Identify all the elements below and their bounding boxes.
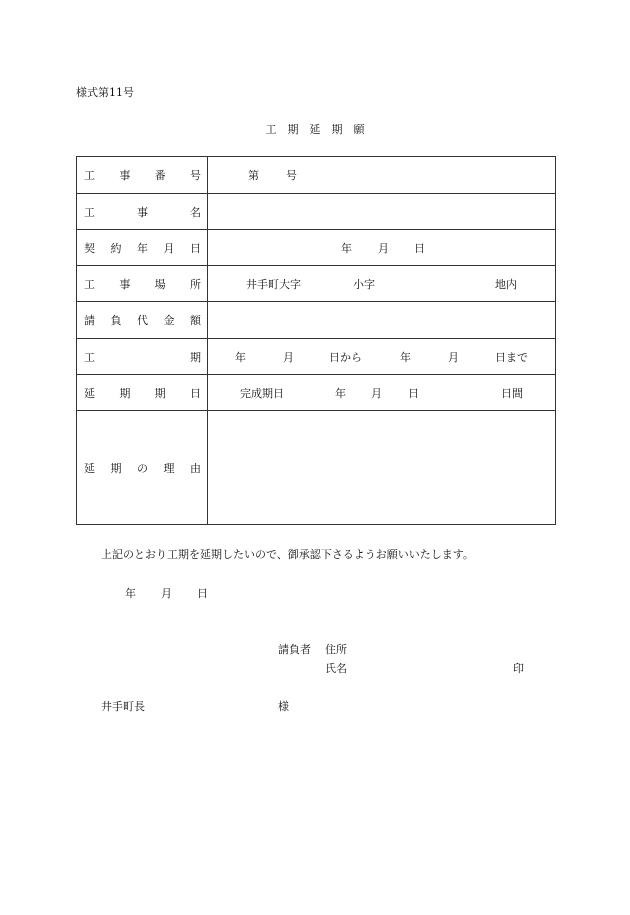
completion-date-label: 完成期日 [240, 386, 284, 400]
value-cell [208, 194, 555, 229]
name-label: 氏名 [325, 662, 347, 675]
start-day-text: 日から [329, 350, 362, 364]
table-row-contract-amount [77, 302, 555, 339]
application-table [76, 156, 556, 525]
end-year-text: 年 [400, 350, 411, 364]
value-cell [208, 157, 555, 193]
table-row-construction-site [77, 266, 555, 302]
row-label: 請負代金額 [84, 314, 201, 327]
completion-year-text: 年 [335, 386, 346, 400]
table-row-construction-number [77, 157, 555, 194]
completion-month-text: 月 [371, 386, 382, 400]
site-oaza: 井手町大字 [246, 277, 301, 291]
days-count-text: 日間 [501, 386, 523, 400]
contractor-label: 請負者 [278, 643, 311, 656]
table-row-construction-name [77, 194, 555, 230]
month-text: 月 [378, 241, 389, 255]
row-label: 工事場所 [84, 277, 201, 291]
date-month: 月 [161, 587, 172, 600]
row-label: 延期期日 [84, 386, 201, 400]
honorific: 様 [278, 700, 289, 713]
start-month-text: 月 [283, 350, 294, 364]
end-month-text: 月 [448, 350, 459, 364]
label-cell [77, 375, 208, 410]
label-cell [77, 302, 208, 338]
start-year-text: 年 [235, 350, 246, 364]
value-cell [208, 411, 555, 524]
value-cell [208, 375, 555, 410]
label-cell [77, 157, 208, 193]
table-row-extension-date [77, 375, 555, 411]
label-cell [77, 339, 208, 374]
table-row-extension-reason [77, 411, 555, 524]
label-cell [77, 266, 208, 301]
label-cell [77, 194, 208, 229]
completion-day-text: 日 [408, 386, 419, 400]
number-suffix: 号 [286, 169, 297, 182]
table-row-construction-period [77, 339, 555, 375]
addressee: 井手町長 [101, 700, 145, 713]
row-label: 契約年月日 [84, 241, 201, 255]
row-label: 工事番号 [84, 169, 201, 182]
address-label: 住所 [325, 643, 347, 656]
value-cell [208, 230, 555, 265]
value-cell [208, 302, 555, 338]
seal-mark: 印 [513, 662, 524, 675]
form-number: 様式第11号 [76, 86, 134, 99]
request-text: 上記のとおり工期を延期したいので、御承認下さるようお願いいたします。 [101, 548, 474, 561]
document-title: 工 期 延 期 願 [265, 123, 365, 136]
table-row-contract-date [77, 230, 555, 266]
date-day: 日 [197, 587, 208, 600]
site-chinai: 地内 [495, 277, 517, 291]
day-text: 日 [414, 241, 425, 255]
value-cell [208, 266, 555, 301]
value-cell [208, 339, 555, 374]
site-koaza: 小字 [353, 277, 375, 291]
label-cell [77, 230, 208, 265]
label-cell [77, 411, 208, 524]
number-prefix: 第 [248, 169, 259, 182]
end-day-text: 日まで [495, 350, 528, 364]
row-label: 延期の理由 [84, 461, 201, 475]
date-year: 年 [125, 587, 136, 600]
row-label: 工事名 [84, 205, 201, 219]
year-text: 年 [341, 241, 352, 255]
row-label: 工期 [84, 350, 201, 364]
